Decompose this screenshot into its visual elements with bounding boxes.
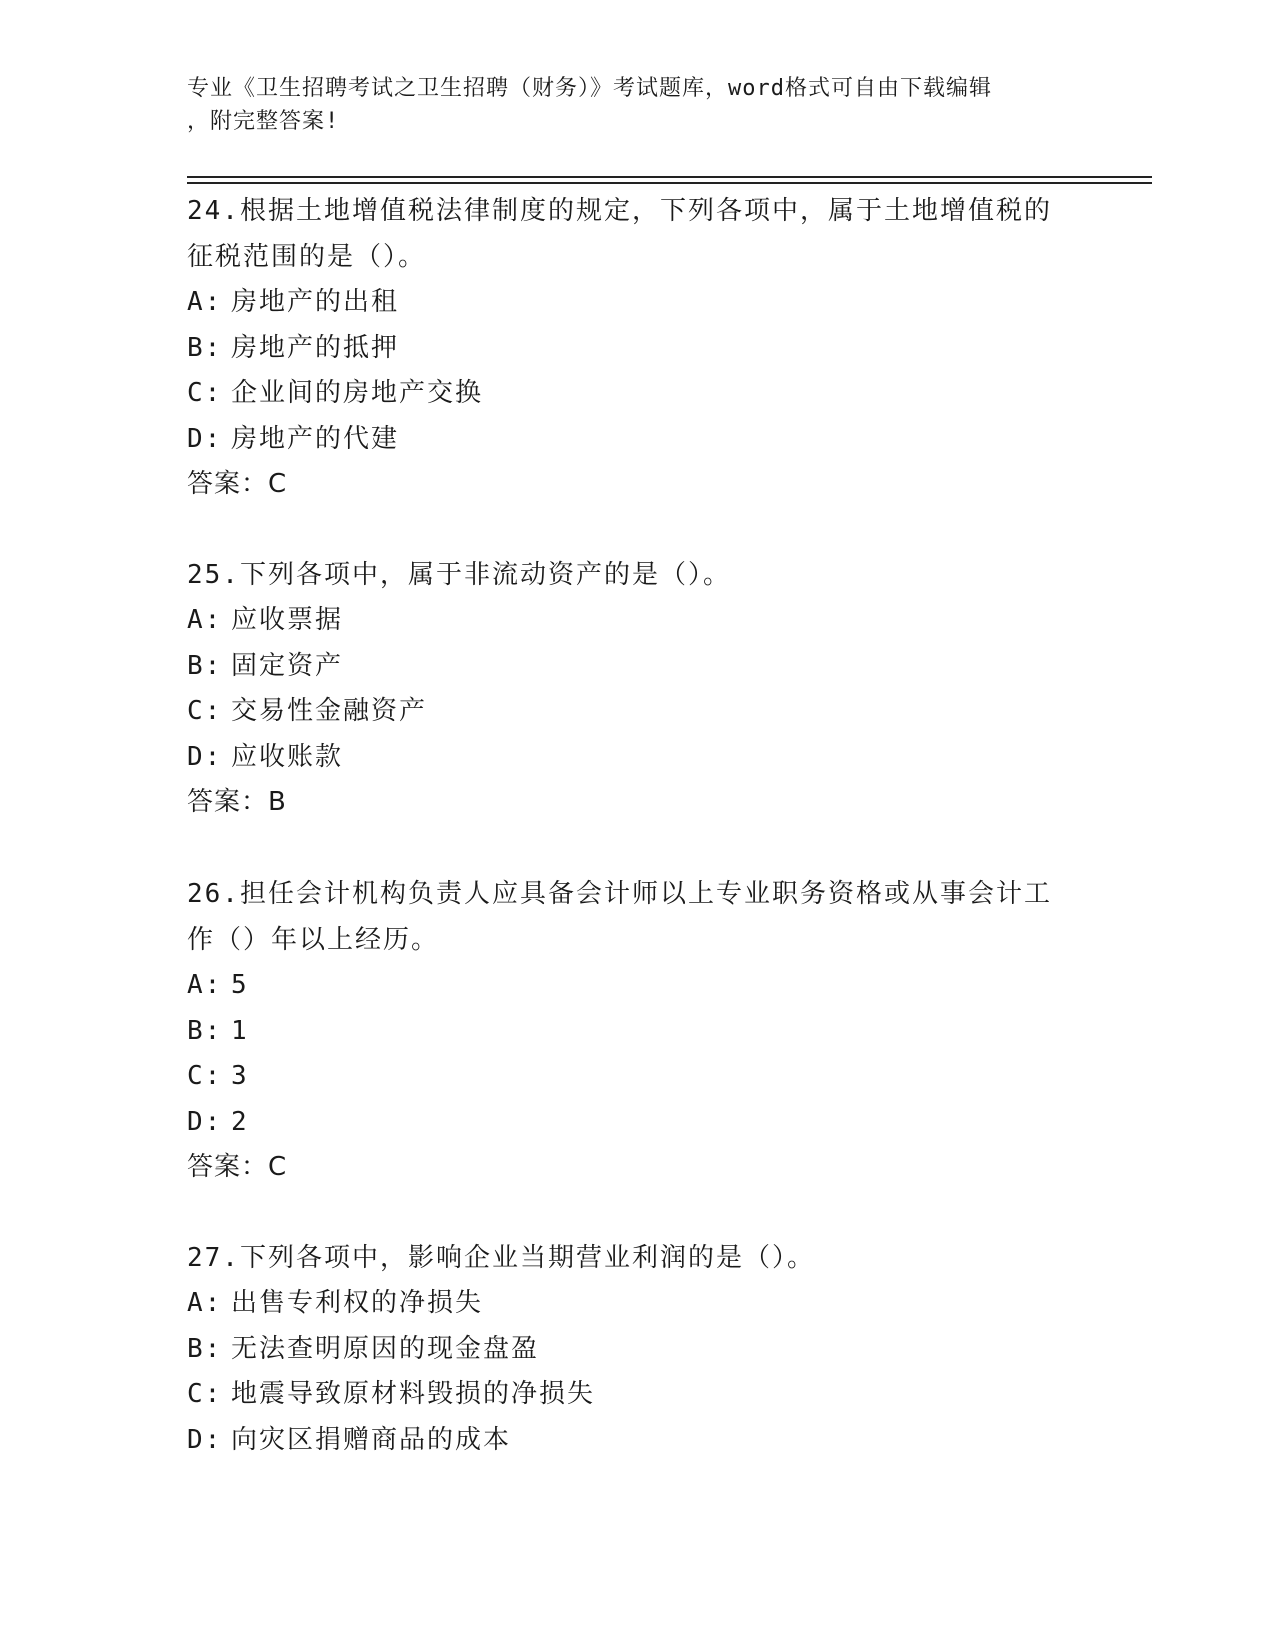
header-line-2: ，附完整答案! — [187, 109, 340, 134]
option-label: B: — [187, 1015, 223, 1046]
question-26 — [187, 871, 1077, 1191]
option-label: C: — [187, 378, 223, 408]
option-label: A: — [187, 605, 223, 635]
option-d — [187, 1418, 1077, 1464]
option-label: D: — [187, 741, 223, 772]
option-d — [187, 735, 1077, 781]
header-rule-top — [187, 176, 1152, 178]
option-text: 出售专利权的净损失 — [231, 1288, 484, 1318]
option-label: A: — [187, 1288, 223, 1318]
question-stem: 27.下列各项中，影响企业当期营业利润的是（）。 — [187, 1243, 815, 1273]
document-header — [187, 72, 1067, 138]
option-text: 5 — [231, 970, 249, 1000]
option-c — [187, 689, 1077, 735]
option-text: 房地产的出租 — [231, 287, 400, 317]
option-text: 固定资产 — [231, 650, 344, 681]
option-label: B: — [187, 332, 223, 363]
option-c — [187, 1054, 1077, 1100]
option-text: 1 — [231, 1015, 249, 1046]
option-d — [187, 417, 1077, 463]
option-text: 应收账款 — [231, 741, 344, 772]
answer: 答案：B — [187, 787, 287, 817]
option-text: 地震导致原材料毁损的净损失 — [231, 1379, 596, 1409]
option-label: D: — [187, 1424, 223, 1455]
option-text: 无法查明原因的现金盘盈 — [231, 1333, 540, 1364]
option-text: 向灾区捐赠商品的成本 — [231, 1424, 512, 1455]
option-b — [187, 644, 1077, 690]
answer: 答案：C — [187, 469, 288, 499]
question-24 — [187, 188, 1077, 508]
option-label: C: — [187, 696, 223, 726]
option-label: C: — [187, 1379, 223, 1409]
option-b — [187, 1327, 1077, 1373]
option-c — [187, 371, 1077, 417]
question-25 — [187, 552, 1077, 826]
option-a — [187, 1281, 1077, 1327]
question-stem: 24.根据土地增值税法律制度的规定，下列各项中，属于土地增值税的征税范围的是（）。 — [187, 196, 1052, 272]
answer: 答案：C — [187, 1152, 288, 1182]
option-label: A: — [187, 287, 223, 317]
option-text: 房地产的抵押 — [231, 332, 400, 363]
option-text: 2 — [231, 1106, 249, 1137]
header-line-1: 专业《卫生招聘考试之卫生招聘（财务）》考试题库，word格式可自由下载编辑 — [187, 76, 992, 101]
option-a — [187, 598, 1077, 644]
option-text: 企业间的房地产交换 — [231, 378, 484, 408]
option-text: 3 — [231, 1061, 249, 1091]
header-rule-bottom — [187, 182, 1152, 184]
option-a — [187, 280, 1077, 326]
option-b — [187, 326, 1077, 372]
option-text: 应收票据 — [231, 605, 344, 635]
option-text: 交易性金融资产 — [231, 696, 428, 726]
option-label: D: — [187, 423, 223, 454]
option-a — [187, 963, 1077, 1009]
option-label: A: — [187, 970, 223, 1000]
question-stem: 26.担任会计机构负责人应具备会计师以上专业职务资格或从事会计工作（）年以上经历。 — [187, 879, 1052, 955]
question-27 — [187, 1235, 1077, 1463]
option-c — [187, 1372, 1077, 1418]
option-d — [187, 1100, 1077, 1146]
option-label: C: — [187, 1061, 223, 1091]
question-stem: 25.下列各项中，属于非流动资产的是（）。 — [187, 560, 731, 590]
option-b — [187, 1009, 1077, 1055]
option-label: B: — [187, 1333, 223, 1364]
option-label: D: — [187, 1106, 223, 1137]
option-text: 房地产的代建 — [231, 423, 400, 454]
option-label: B: — [187, 650, 223, 681]
